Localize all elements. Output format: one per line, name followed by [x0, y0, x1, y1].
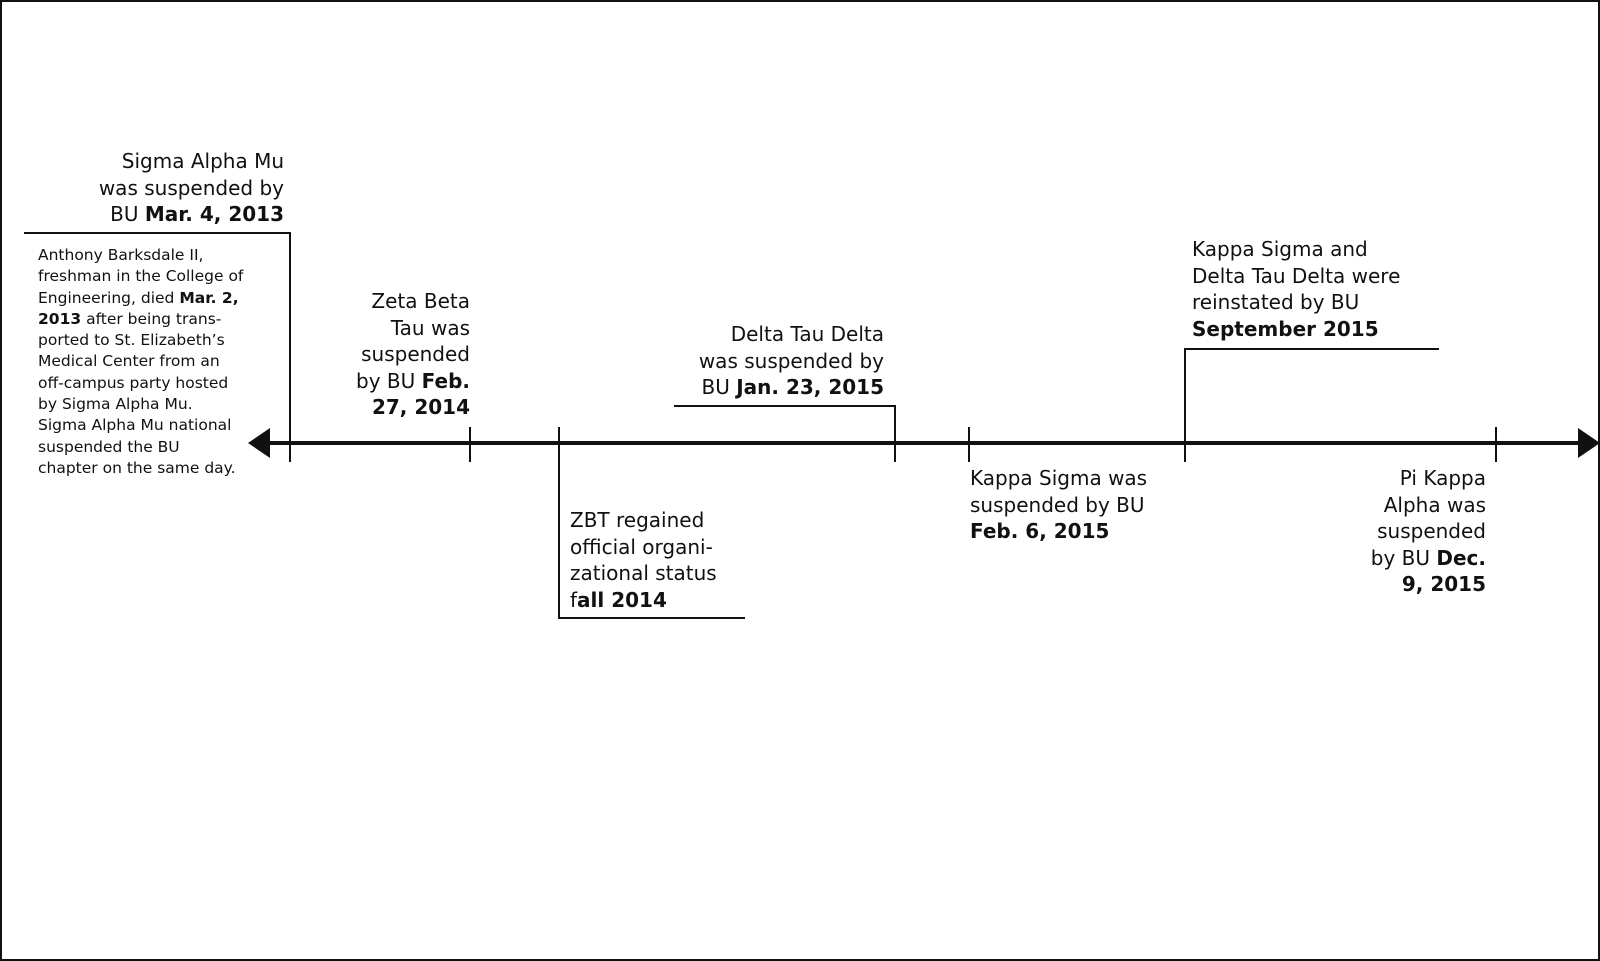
event-text-line: suspended: [1377, 519, 1486, 543]
event-date: September 2015: [1192, 316, 1379, 341]
event-text-line: [570, 587, 717, 614]
event-dtd-suspended: [699, 321, 884, 401]
event-text-prefix: by BU: [356, 368, 422, 393]
event-date: 27, 2014: [371, 395, 470, 419]
event-text-prefix: by BU: [1370, 545, 1437, 570]
event-date: Feb. 6, 2015: [970, 519, 1110, 543]
event-date: Mar. 4, 2013: [144, 202, 284, 226]
note-line: Anthony Barksdale II,: [38, 246, 204, 264]
event-text-prefix: BU: [701, 375, 737, 399]
event-text-line: [699, 374, 884, 401]
note-line: [38, 309, 283, 330]
right-arrowhead: [1578, 428, 1600, 458]
note-date: Mar. 2,: [179, 288, 239, 307]
note-line: ported to St. Elizabeth’s: [38, 331, 225, 350]
note-line: suspended the BU: [38, 437, 180, 456]
event-text-line: was suspended by: [98, 175, 284, 200]
event-text-line: reinstated by BU: [1192, 290, 1360, 314]
event-text-line: [356, 394, 470, 421]
event-date: all 2014: [577, 587, 667, 612]
event-text-line: Tau was: [390, 315, 470, 340]
event-note-barksdale: [38, 245, 283, 479]
event-text-line: [1371, 571, 1486, 598]
event-text-line: [970, 518, 1147, 545]
event-sam-suspended: [99, 148, 284, 228]
event-text-line: Alpha was: [1383, 492, 1486, 517]
note-date: 2013: [38, 309, 82, 328]
event-text-prefix: f: [570, 587, 578, 612]
event-text-line: suspended: [361, 342, 470, 366]
note-text: after being trans-: [81, 309, 222, 328]
event-text-line: zational status: [570, 561, 717, 585]
note-line: [38, 288, 283, 309]
event-text-line: suspended by BU: [970, 492, 1145, 517]
event-text-line: was suspended by: [698, 348, 884, 373]
event-date: 9, 2015: [1401, 572, 1486, 596]
note-line: by Sigma Alpha Mu.: [38, 395, 193, 414]
event-text-line: Sigma Alpha Mu: [121, 149, 284, 173]
event-text-line: official organi-: [570, 534, 713, 559]
event-text-line: ZBT regained: [570, 508, 705, 532]
event-text-line: [1371, 545, 1486, 572]
event-text-line: Zeta Beta: [371, 289, 470, 313]
event-ks-suspended: [970, 465, 1147, 545]
note-line: off-campus party hosted: [38, 373, 229, 392]
note-text: Engineering, died: [38, 288, 180, 307]
event-text-line: [99, 201, 284, 228]
connector-dtd: [674, 406, 895, 462]
event-reinstated: [1192, 236, 1400, 342]
event-pka-suspended: [1371, 465, 1486, 598]
event-text-line: Kappa Sigma and: [1192, 237, 1368, 261]
event-text-prefix: BU: [110, 202, 145, 226]
event-zbt-suspended: [356, 288, 470, 421]
event-date: Jan. 23, 2015: [736, 375, 884, 399]
event-text-line: [356, 368, 470, 395]
event-text-line: Delta Tau Delta were: [1192, 263, 1401, 288]
connector-reinstated: [1185, 349, 1439, 462]
event-text-line: Pi Kappa: [1399, 466, 1486, 490]
note-line: freshman in the College of: [38, 267, 244, 286]
event-date: Feb.: [421, 368, 470, 393]
event-text-line: Kappa Sigma was: [970, 466, 1148, 490]
event-date: Dec.: [1436, 545, 1486, 570]
event-text-line: [1192, 316, 1400, 343]
event-zbt-regained: [570, 507, 717, 613]
note-line: Medical Center from an: [38, 352, 220, 371]
event-text-line: Delta Tau Delta: [730, 322, 884, 346]
note-line: chapter on the same day.: [38, 458, 236, 477]
note-line: Sigma Alpha Mu national: [38, 416, 232, 435]
